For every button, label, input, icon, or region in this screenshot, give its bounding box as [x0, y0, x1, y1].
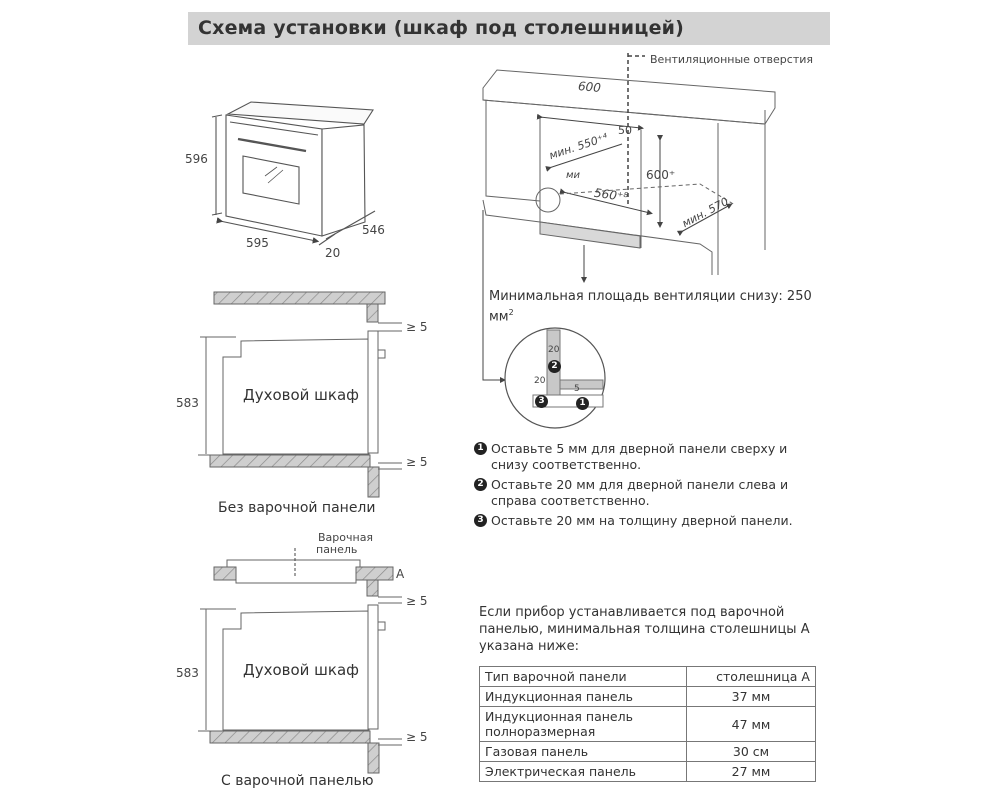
width-560-label: 560⁺⁸: [593, 185, 629, 205]
detail-marker-2: 2: [548, 360, 561, 373]
detail-20-top: 20: [548, 345, 560, 355]
table-cell: Электрическая панель: [480, 762, 687, 782]
vent-holes-label: Вентиляционные отверстия: [650, 53, 814, 66]
oven-depth-label: 546: [362, 223, 385, 237]
worktop-table: [479, 666, 816, 782]
table-cell: 30 см: [687, 742, 816, 762]
table-header-cell: столешница A: [687, 667, 816, 687]
oven-label-2: Духовой шкаф: [243, 661, 359, 679]
note-item: [474, 477, 819, 509]
table-header-cell: Тип варочной панели: [480, 667, 687, 687]
table-row: [480, 762, 816, 782]
detail-marker-1: 1: [576, 397, 589, 410]
detail-5: 5: [574, 384, 580, 394]
note-text: Оставьте 20 мм для дверной панели слева и справа соответственно.: [491, 477, 789, 508]
notes-list: [474, 441, 819, 533]
note-item: [474, 513, 819, 529]
detail-magnifier: [505, 328, 605, 428]
detail-20-left: 20: [534, 376, 546, 386]
hob-label-2: панель: [316, 543, 358, 556]
note-text: Оставьте 5 мм для дверной панели сверху и снизу соответственно.: [491, 441, 788, 472]
oven-door-label: 20: [325, 246, 341, 260]
table-row: [480, 742, 816, 762]
gap-top-label-2: ≥ 5: [406, 594, 428, 608]
ventilation-text: Минимальная площадь вентиляции снизу: 250: [489, 289, 812, 304]
table-cell: Газовая панель: [480, 742, 687, 762]
note-item: [474, 441, 819, 473]
ventilation-unit: мм: [489, 309, 509, 325]
note-number-icon: 2: [474, 478, 487, 491]
caption-without-hob: Без варочной панели: [218, 500, 376, 516]
note-number-icon: 3: [474, 514, 487, 527]
detail-marker-3: 3: [535, 395, 548, 408]
gap-50-label: 50: [618, 124, 632, 137]
mi-label: ми: [566, 170, 581, 181]
table-row: [480, 687, 816, 707]
height-583-label: 583: [176, 396, 199, 410]
a-label: A: [396, 567, 405, 581]
hob-label-1: Варочная: [318, 531, 374, 544]
note-text: Оставьте 20 мм на толщину дверной панели.: [491, 513, 793, 528]
table-cell: 47 мм: [687, 707, 816, 742]
min-570-label: мин. 570: [679, 194, 731, 231]
table-row: [480, 707, 816, 742]
table-cell: 37 мм: [687, 687, 816, 707]
width-600-label: 600: [577, 79, 602, 95]
ventilation-unit-sup: 2: [508, 308, 514, 317]
table-cell: 27 мм: [687, 762, 816, 782]
page-title: Схема установки (шкаф под столешницей): [198, 17, 685, 39]
cabinet-isometric: [483, 53, 775, 380]
oven-isometric: [212, 102, 375, 245]
gap-bottom-label-2: ≥ 5: [406, 730, 428, 744]
gap-top-label: ≥ 5: [406, 320, 428, 334]
oven-label: Духовой шкаф: [243, 386, 359, 404]
oven-width-label: 595: [246, 236, 269, 250]
table-cell: Индукционная панель: [480, 687, 687, 707]
min-550-label: мин. 550⁺⁴: [547, 130, 610, 163]
height-583-label-2: 583: [176, 666, 199, 680]
height-600-label: 600⁺: [646, 168, 676, 182]
worktop-intro: Если прибор устанавливается под варочной панелью, минимальная толщина столешницы A указана ниже:: [479, 605, 810, 654]
gap-bottom-label: ≥ 5: [406, 455, 428, 469]
table-cell: Индукционная панель полноразмерная: [480, 707, 687, 742]
oven-height-label: 596: [185, 152, 208, 166]
ventilation-note: [489, 289, 819, 325]
note-number-icon: 1: [474, 442, 487, 455]
table-header-row: [480, 667, 816, 687]
caption-with-hob: С варочной панелью: [221, 773, 374, 789]
